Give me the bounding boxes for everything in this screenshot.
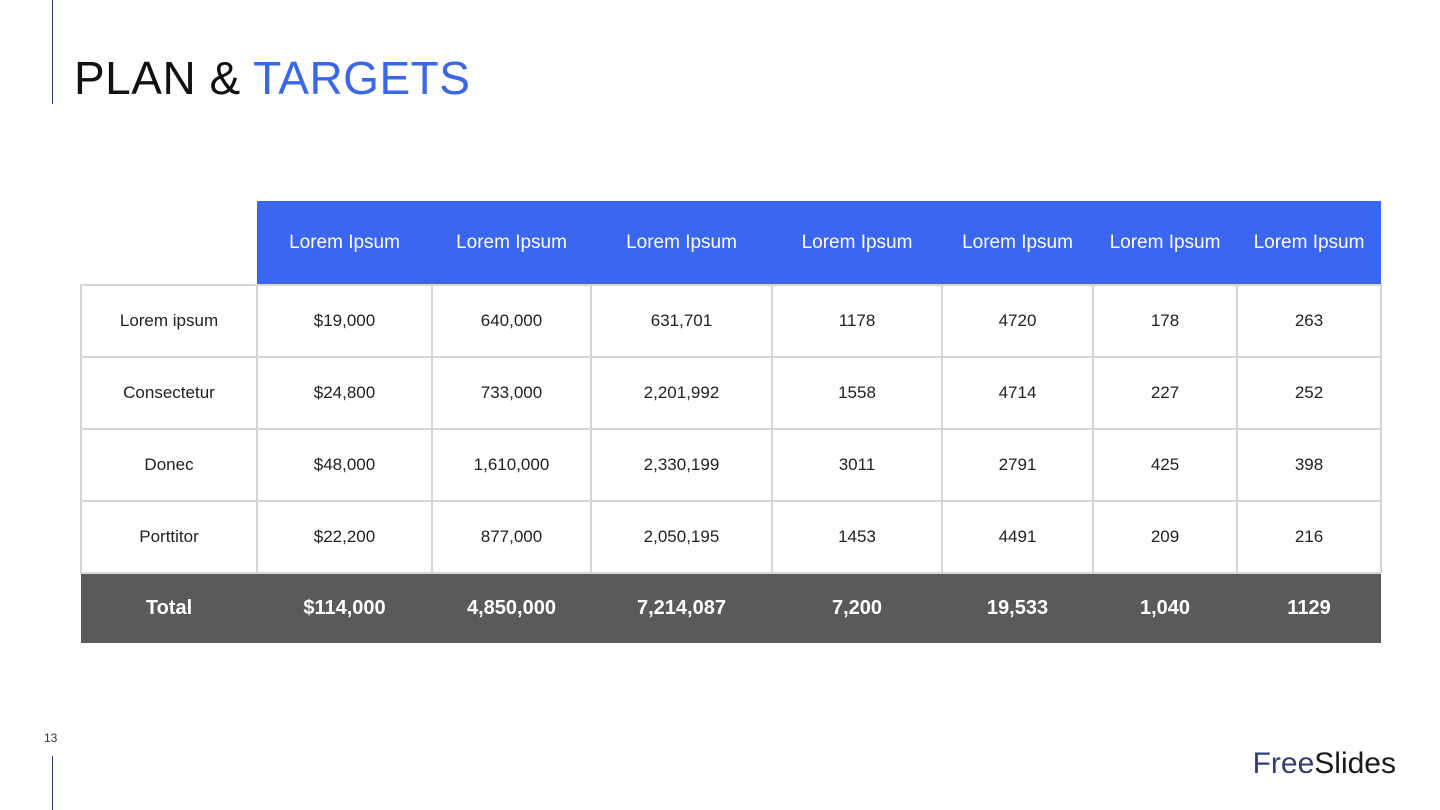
brand-logo: [1253, 746, 1396, 782]
table-cell: 1178: [772, 285, 942, 357]
total-cell: $114,000: [257, 573, 432, 643]
column-header: Lorem Ipsum: [1237, 201, 1381, 285]
row-label: Donec: [81, 429, 257, 501]
table-cell: 209: [1093, 501, 1237, 573]
table-cell: $22,200: [257, 501, 432, 573]
table-cell: 733,000: [432, 357, 591, 429]
column-header: Lorem Ipsum: [772, 201, 942, 285]
row-label: Porttitor: [81, 501, 257, 573]
table-cell: 877,000: [432, 501, 591, 573]
table-cell: $24,800: [257, 357, 432, 429]
table-cell: 4714: [942, 357, 1093, 429]
table-cell: 227: [1093, 357, 1237, 429]
page-number: 13: [44, 731, 58, 745]
table-row: [81, 501, 1381, 573]
table-cell: 640,000: [432, 285, 591, 357]
bottom-accent-line: [52, 756, 53, 810]
total-cell: 1,040: [1093, 573, 1237, 643]
table-row: [81, 357, 1381, 429]
table-cell: 398: [1237, 429, 1381, 501]
brand-part-free: Free: [1252, 747, 1315, 780]
row-label: Consectetur: [81, 357, 257, 429]
top-accent-line: [52, 0, 53, 104]
column-header: Lorem Ipsum: [591, 201, 772, 285]
table-cell: 263: [1237, 285, 1381, 357]
table-header-row: [81, 201, 1381, 285]
table-cell: 4491: [942, 501, 1093, 573]
table-cell: $48,000: [257, 429, 432, 501]
brand-part-slides: Slides: [1314, 747, 1396, 780]
column-header: Lorem Ipsum: [257, 201, 432, 285]
table-row: [81, 429, 1381, 501]
table-cell: 1558: [772, 357, 942, 429]
table-cell: 252: [1237, 357, 1381, 429]
table-cell: 178: [1093, 285, 1237, 357]
total-cell: 1129: [1237, 573, 1381, 643]
column-header: Lorem Ipsum: [942, 201, 1093, 285]
table-cell: 216: [1237, 501, 1381, 573]
table-cell: 2,330,199: [591, 429, 772, 501]
total-label: Total: [81, 573, 257, 643]
column-header: Lorem Ipsum: [1093, 201, 1237, 285]
table-cell: 1453: [772, 501, 942, 573]
table-cell: 4720: [942, 285, 1093, 357]
slide-title: [74, 52, 470, 104]
table-row: [81, 285, 1381, 357]
table-cell: 2,201,992: [591, 357, 772, 429]
row-label: Lorem ipsum: [81, 285, 257, 357]
total-cell: 7,214,087: [591, 573, 772, 643]
title-part-targets: TARGETS: [253, 52, 471, 104]
table-cell: 631,701: [591, 285, 772, 357]
column-header: Lorem Ipsum: [432, 201, 591, 285]
table-cell: 1,610,000: [432, 429, 591, 501]
header-corner-cell: [81, 201, 257, 285]
table-cell: 425: [1093, 429, 1237, 501]
table-cell: 2,050,195: [591, 501, 772, 573]
total-cell: 7,200: [772, 573, 942, 643]
table-cell: $19,000: [257, 285, 432, 357]
title-part-plan: PLAN &: [74, 52, 254, 104]
total-cell: 19,533: [942, 573, 1093, 643]
table-cell: 3011: [772, 429, 942, 501]
plan-targets-table: [80, 201, 1382, 643]
table-cell: 2791: [942, 429, 1093, 501]
total-cell: 4,850,000: [432, 573, 591, 643]
total-row: [81, 573, 1381, 643]
